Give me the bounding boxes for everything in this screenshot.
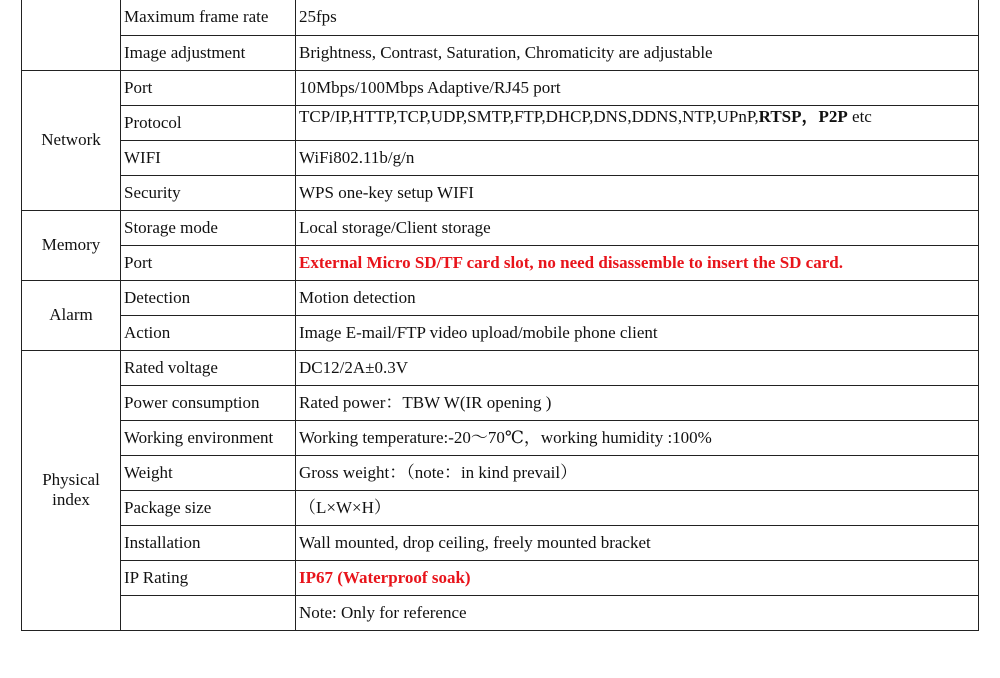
spec-value: DC12/2A±0.3V <box>296 350 979 385</box>
spec-value: WPS one-key setup WIFI <box>296 175 979 210</box>
spec-value: Local storage/Client storage <box>296 210 979 245</box>
category-physical-index <box>22 350 121 630</box>
spec-label: Rated voltage <box>121 350 296 385</box>
protocol-bold: RTSP，P2P <box>758 106 848 126</box>
category-cell-video <box>22 0 121 70</box>
spec-label: IP Rating <box>121 560 296 595</box>
table-row <box>22 350 979 385</box>
table-row <box>22 490 979 525</box>
spec-value: Motion detection <box>296 280 979 315</box>
table-row <box>22 0 979 35</box>
table-row <box>22 140 979 175</box>
category-alarm: Alarm <box>22 280 121 350</box>
table-row <box>22 105 979 140</box>
spec-value: WiFi802.11b/g/n <box>296 140 979 175</box>
spec-value: Wall mounted, drop ceiling, freely mounted bracket <box>296 525 979 560</box>
spec-label: Package size <box>121 490 296 525</box>
protocol-tail: etc <box>847 106 872 126</box>
protocol-list: TCP/IP,HTTP,TCP,UDP,SMTP,FTP,DHCP,DNS,DDNS,NTP,UPnP, <box>299 106 759 126</box>
spec-value: Brightness, Contrast, Saturation, Chromaticity are adjustable <box>296 35 979 70</box>
table-row <box>22 455 979 490</box>
table-row <box>22 35 979 70</box>
spec-value: （L×W×H） <box>296 490 979 525</box>
spec-label: Image adjustment <box>121 35 296 70</box>
spec-label: Detection <box>121 280 296 315</box>
spec-value-highlight: External Micro SD/TF card slot, no need disassemble to insert the SD card. <box>296 245 979 280</box>
spec-value-protocol <box>296 105 979 140</box>
spec-label: Security <box>121 175 296 210</box>
spec-label: Protocol <box>121 105 296 140</box>
spec-label: Storage mode <box>121 210 296 245</box>
table-row <box>22 525 979 560</box>
spec-value-highlight: IP67 (Waterproof soak) <box>296 560 979 595</box>
table-row <box>22 420 979 455</box>
spec-label: Action <box>121 315 296 350</box>
spec-label: Working environment <box>121 420 296 455</box>
spec-value: 10Mbps/100Mbps Adaptive/RJ45 port <box>296 70 979 105</box>
spec-label: Weight <box>121 455 296 490</box>
spec-label: Port <box>121 245 296 280</box>
spec-value: Image E-mail/FTP video upload/mobile phone client <box>296 315 979 350</box>
category-line: Physical <box>42 470 100 489</box>
spec-value: Rated power：TBW W(IR opening ) <box>296 385 979 420</box>
spec-value: Gross weight：（note：in kind prevail） <box>296 455 979 490</box>
spec-label: Maximum frame rate <box>121 0 296 35</box>
spec-value: Working temperature:-20～70℃，working humidity :100% <box>296 420 979 455</box>
category-line: index <box>52 490 90 509</box>
specification-table <box>21 0 979 631</box>
spec-label: Port <box>121 70 296 105</box>
category-network: Network <box>22 70 121 210</box>
table-row <box>22 315 979 350</box>
table-row <box>22 70 979 105</box>
category-memory: Memory <box>22 210 121 280</box>
table-row <box>22 175 979 210</box>
table-row <box>22 385 979 420</box>
spec-label <box>121 595 296 630</box>
note-text: Note: Only for reference <box>296 595 979 630</box>
spec-label: Power consumption <box>121 385 296 420</box>
spec-label: WIFI <box>121 140 296 175</box>
spec-label: Installation <box>121 525 296 560</box>
table-row <box>22 560 979 595</box>
table-row <box>22 210 979 245</box>
table-row <box>22 280 979 315</box>
spec-value: 25fps <box>296 0 979 35</box>
table-row <box>22 595 979 630</box>
table-row <box>22 245 979 280</box>
